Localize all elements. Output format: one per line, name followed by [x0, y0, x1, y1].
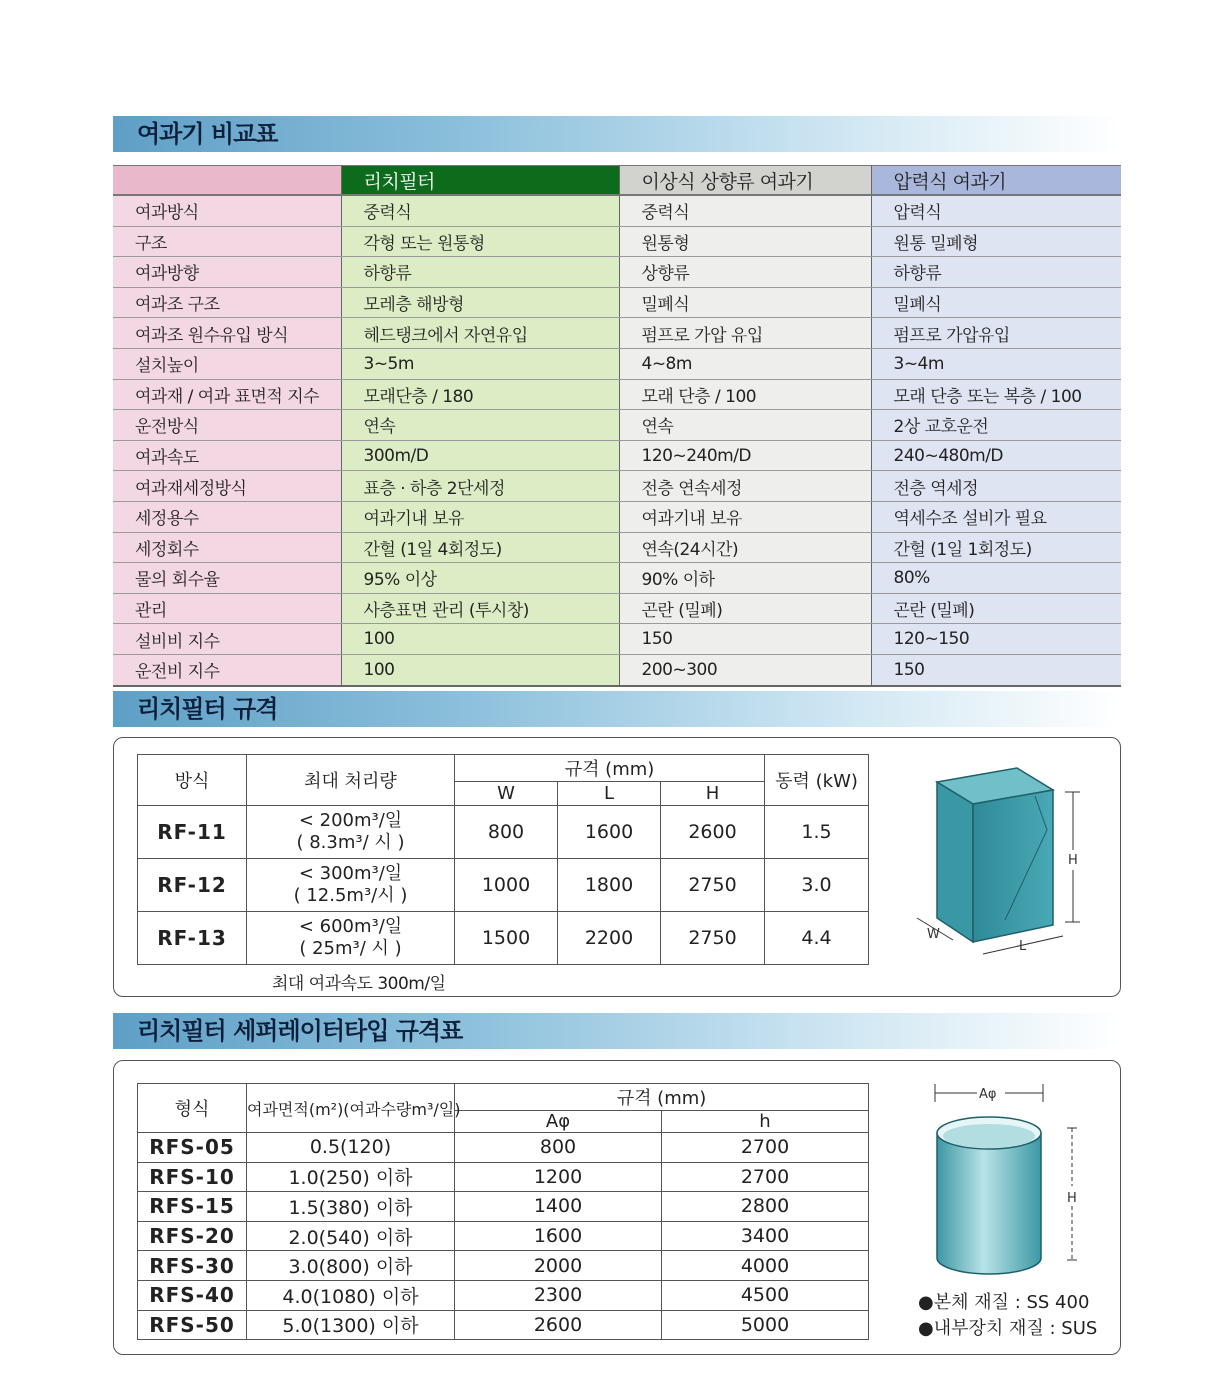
box-w-label: W — [927, 927, 940, 942]
comparison-row — [113, 195, 1121, 226]
comparison-cell: 120~150 — [871, 624, 1121, 655]
sep-header-a: Aφ — [455, 1111, 662, 1133]
comparison-cell: 전층 역세정 — [871, 471, 1121, 502]
comparison-cell: 모래 단층 / 100 — [619, 379, 871, 410]
comparison-cell: 하향류 — [871, 257, 1121, 288]
spec-header-h: H — [661, 782, 765, 806]
spec-capacity-hourly: ( 8.3m³/ 시 ) — [296, 832, 405, 853]
comparison-row-label: 운전방식 — [113, 410, 341, 441]
comparison-cell: 역세수조 설비가 필요 — [871, 501, 1121, 532]
cylindrical-filter-diagram — [925, 1078, 1095, 1288]
comparison-row-label: 여과속도 — [113, 440, 341, 471]
separator-row — [138, 1192, 869, 1222]
comparison-row — [113, 593, 1121, 624]
comparison-cell: 300m/D — [341, 440, 619, 471]
comparison-row — [113, 440, 1121, 471]
spec-h: 2750 — [661, 859, 765, 912]
comparison-row — [113, 654, 1121, 685]
comparison-header-rich-filter: 리치필터 — [341, 166, 619, 196]
spec-w: 1500 — [455, 912, 558, 965]
spec-capacity-daily: < 200m³/일 — [298, 810, 403, 831]
comparison-cell: 120~240m/D — [619, 440, 871, 471]
spec-l: 2200 — [558, 912, 661, 965]
comparison-row — [113, 624, 1121, 655]
rich-filter-spec-table — [137, 754, 869, 965]
sep-a: 2000 — [455, 1251, 662, 1281]
comparison-cell: 간헐 (1일 4회정도) — [341, 532, 619, 563]
materials-list — [918, 1290, 1097, 1342]
sep-a: 2600 — [455, 1310, 662, 1340]
separator-row — [138, 1162, 869, 1192]
sep-model: RFS-20 — [138, 1221, 247, 1251]
cylinder-h-label: H — [1067, 1191, 1077, 1206]
comparison-cell: 곤란 (밀폐) — [871, 593, 1121, 624]
comparison-row — [113, 226, 1121, 257]
comparison-cell: 모래 단층 또는 복층 / 100 — [871, 379, 1121, 410]
sep-area: 1.0(250) 이하 — [247, 1162, 455, 1192]
spec-w: 1000 — [455, 859, 558, 912]
sep-h: 2800 — [662, 1192, 869, 1222]
sep-area: 2.0(540) 이하 — [247, 1221, 455, 1251]
spec-note: 최대 여과속도 300m/일 — [272, 974, 446, 994]
sep-model: RFS-50 — [138, 1310, 247, 1340]
comparison-cell: 여과기내 보유 — [341, 501, 619, 532]
spec-capacity-daily: < 300m³/일 — [298, 863, 403, 884]
sep-a: 1200 — [455, 1162, 662, 1192]
separator-row — [138, 1280, 869, 1310]
sep-model: RFS-05 — [138, 1133, 247, 1163]
spec-header-w: W — [455, 782, 558, 806]
comparison-cell: 원통 밀폐형 — [871, 226, 1121, 257]
comparison-row-label: 여과재 / 여과 표면적 지수 — [113, 379, 341, 410]
comparison-cell: 중력식 — [341, 195, 619, 226]
comparison-cell: 사층표면 관리 (투시창) — [341, 593, 619, 624]
spec-capacity — [247, 859, 455, 912]
comparison-row-label: 물의 회수율 — [113, 563, 341, 594]
comparison-row-label: 여과조 원수유입 방식 — [113, 318, 341, 349]
comparison-cell: 펌프로 가압 유입 — [619, 318, 871, 349]
comparison-cell: 연속 — [619, 410, 871, 441]
spec-header-capacity: 최대 처리량 — [247, 755, 455, 806]
comparison-cell: 곤란 (밀폐) — [619, 593, 871, 624]
sep-h: 5000 — [662, 1310, 869, 1340]
box-h-label: H — [1068, 853, 1078, 868]
sep-h: 4500 — [662, 1280, 869, 1310]
comparison-cell: 전층 연속세정 — [619, 471, 871, 502]
comparison-cell: 2상 교호운전 — [871, 410, 1121, 441]
sep-a: 800 — [455, 1133, 662, 1163]
comparison-cell: 하향류 — [341, 257, 619, 288]
comparison-cell: 밀폐식 — [871, 287, 1121, 318]
comparison-header-pressure-filter: 압력식 여과기 — [871, 166, 1121, 196]
comparison-cell: 간헐 (1일 1회정도) — [871, 532, 1121, 563]
comparison-row — [113, 501, 1121, 532]
comparison-cell: 3~4m — [871, 348, 1121, 379]
sep-model: RFS-15 — [138, 1192, 247, 1222]
sep-h: 3400 — [662, 1221, 869, 1251]
spec-model: RF-13 — [138, 912, 247, 965]
comparison-cell: 240~480m/D — [871, 440, 1121, 471]
spec-header-method: 방식 — [138, 755, 247, 806]
spec-header-l: L — [558, 782, 661, 806]
comparison-header-upflow-filter: 이상식 상향류 여과기 — [619, 166, 871, 196]
sep-area: 4.0(1080) 이하 — [247, 1280, 455, 1310]
comparison-row-label: 여과방식 — [113, 195, 341, 226]
comparison-row — [113, 532, 1121, 563]
comparison-cell: 95% 이상 — [341, 563, 619, 594]
sep-h: 2700 — [662, 1133, 869, 1163]
comparison-row-label: 설비비 지수 — [113, 624, 341, 655]
comparison-row — [113, 471, 1121, 502]
comparison-row-label: 여과조 구조 — [113, 287, 341, 318]
comparison-row-label: 운전비 지수 — [113, 654, 341, 685]
separator-section-title: 리치필터 세퍼레이터타입 규격표 — [113, 1013, 1121, 1049]
comparison-cell: 모레층 해방형 — [341, 287, 619, 318]
spec-header-power: 동력 (kW) — [765, 755, 869, 806]
comparison-cell: 헤드탱크에서 자연유입 — [341, 318, 619, 349]
cylinder-a-label: Aφ — [979, 1087, 997, 1102]
spec-l: 1600 — [558, 806, 661, 859]
comparison-row-label: 세정용수 — [113, 501, 341, 532]
sep-header-size: 규격 (mm) — [455, 1084, 869, 1111]
separator-row — [138, 1251, 869, 1281]
spec-row — [138, 859, 869, 912]
sep-header-area: 여과면적(m²)(여과수량m³/일) — [247, 1084, 455, 1133]
spec-h: 2750 — [661, 912, 765, 965]
comparison-row-label: 여과방향 — [113, 257, 341, 288]
sep-header-type: 형식 — [138, 1084, 247, 1133]
sep-h: 2700 — [662, 1162, 869, 1192]
sep-header-h: h — [662, 1111, 869, 1133]
spec-row — [138, 912, 869, 965]
comparison-row-label: 여과재세정방식 — [113, 471, 341, 502]
spec-power: 1.5 — [765, 806, 869, 859]
comparison-cell: 각형 또는 원통형 — [341, 226, 619, 257]
comparison-row — [113, 287, 1121, 318]
comparison-row-label: 구조 — [113, 226, 341, 257]
spec-capacity-hourly: ( 12.5m³/시 ) — [293, 885, 408, 906]
comparison-cell: 원통형 — [619, 226, 871, 257]
comparison-cell: 80% — [871, 563, 1121, 594]
spec-capacity-hourly: ( 25m³/ 시 ) — [299, 938, 402, 959]
spec-row — [138, 806, 869, 859]
sep-area: 3.0(800) 이하 — [247, 1251, 455, 1281]
spec-header-size: 규격 (mm) — [455, 755, 765, 782]
comparison-cell: 여과기내 보유 — [619, 501, 871, 532]
comparison-cell: 모래단층 / 180 — [341, 379, 619, 410]
spec-capacity — [247, 912, 455, 965]
separator-spec-table — [137, 1083, 869, 1340]
comparison-cell: 밀폐식 — [619, 287, 871, 318]
separator-row — [138, 1133, 869, 1163]
comparison-row-label: 관리 — [113, 593, 341, 624]
comparison-row-label: 설치높이 — [113, 348, 341, 379]
spec-power: 4.4 — [765, 912, 869, 965]
sep-area: 1.5(380) 이하 — [247, 1192, 455, 1222]
comparison-section-title: 여과기 비교표 — [113, 116, 1121, 152]
sep-model: RFS-30 — [138, 1251, 247, 1281]
comparison-cell: 100 — [341, 654, 619, 685]
comparison-row — [113, 257, 1121, 288]
comparison-cell: 연속(24시간) — [619, 532, 871, 563]
comparison-cell: 150 — [619, 624, 871, 655]
comparison-cell: 압력식 — [871, 195, 1121, 226]
sep-model: RFS-40 — [138, 1280, 247, 1310]
spec-model: RF-12 — [138, 859, 247, 912]
comparison-header-empty — [113, 166, 341, 196]
sep-area: 5.0(1300) 이하 — [247, 1310, 455, 1340]
sep-a: 1600 — [455, 1221, 662, 1251]
comparison-cell: 90% 이하 — [619, 563, 871, 594]
spec-w: 800 — [455, 806, 558, 859]
sep-model: RFS-10 — [138, 1162, 247, 1192]
comparison-cell: 4~8m — [619, 348, 871, 379]
comparison-cell: 150 — [871, 654, 1121, 685]
sep-a: 1400 — [455, 1192, 662, 1222]
box-l-label: L — [1019, 939, 1027, 954]
separator-row — [138, 1310, 869, 1340]
sep-h: 4000 — [662, 1251, 869, 1281]
comparison-cell: 표층 · 하층 2단세정 — [341, 471, 619, 502]
comparison-cell: 중력식 — [619, 195, 871, 226]
spec-model: RF-11 — [138, 806, 247, 859]
rectangular-filter-diagram — [905, 760, 1095, 960]
filter-comparison-table — [113, 165, 1121, 687]
sep-a: 2300 — [455, 1280, 662, 1310]
spec-l: 1800 — [558, 859, 661, 912]
spec-section-title: 리치필터 규격 — [113, 691, 1121, 727]
material-internal: ●내부장치 재질 : SUS — [918, 1318, 1098, 1339]
separator-row — [138, 1221, 869, 1251]
comparison-row — [113, 563, 1121, 594]
comparison-row — [113, 348, 1121, 379]
spec-h: 2600 — [661, 806, 765, 859]
comparison-cell: 상향류 — [619, 257, 871, 288]
comparison-cell: 100 — [341, 624, 619, 655]
material-body: ●본체 재질 : SS 400 — [918, 1292, 1090, 1313]
comparison-cell: 연속 — [341, 410, 619, 441]
comparison-row-label: 세정회수 — [113, 532, 341, 563]
comparison-row — [113, 379, 1121, 410]
comparison-header-row — [113, 166, 1121, 196]
comparison-row — [113, 410, 1121, 441]
sep-area: 0.5(120) — [247, 1133, 455, 1163]
comparison-row — [113, 318, 1121, 349]
spec-capacity — [247, 806, 455, 859]
comparison-cell: 200~300 — [619, 654, 871, 685]
comparison-cell: 펌프로 가압유입 — [871, 318, 1121, 349]
spec-capacity-daily: < 600m³/일 — [298, 916, 403, 937]
comparison-cell: 3~5m — [341, 348, 619, 379]
spec-power: 3.0 — [765, 859, 869, 912]
